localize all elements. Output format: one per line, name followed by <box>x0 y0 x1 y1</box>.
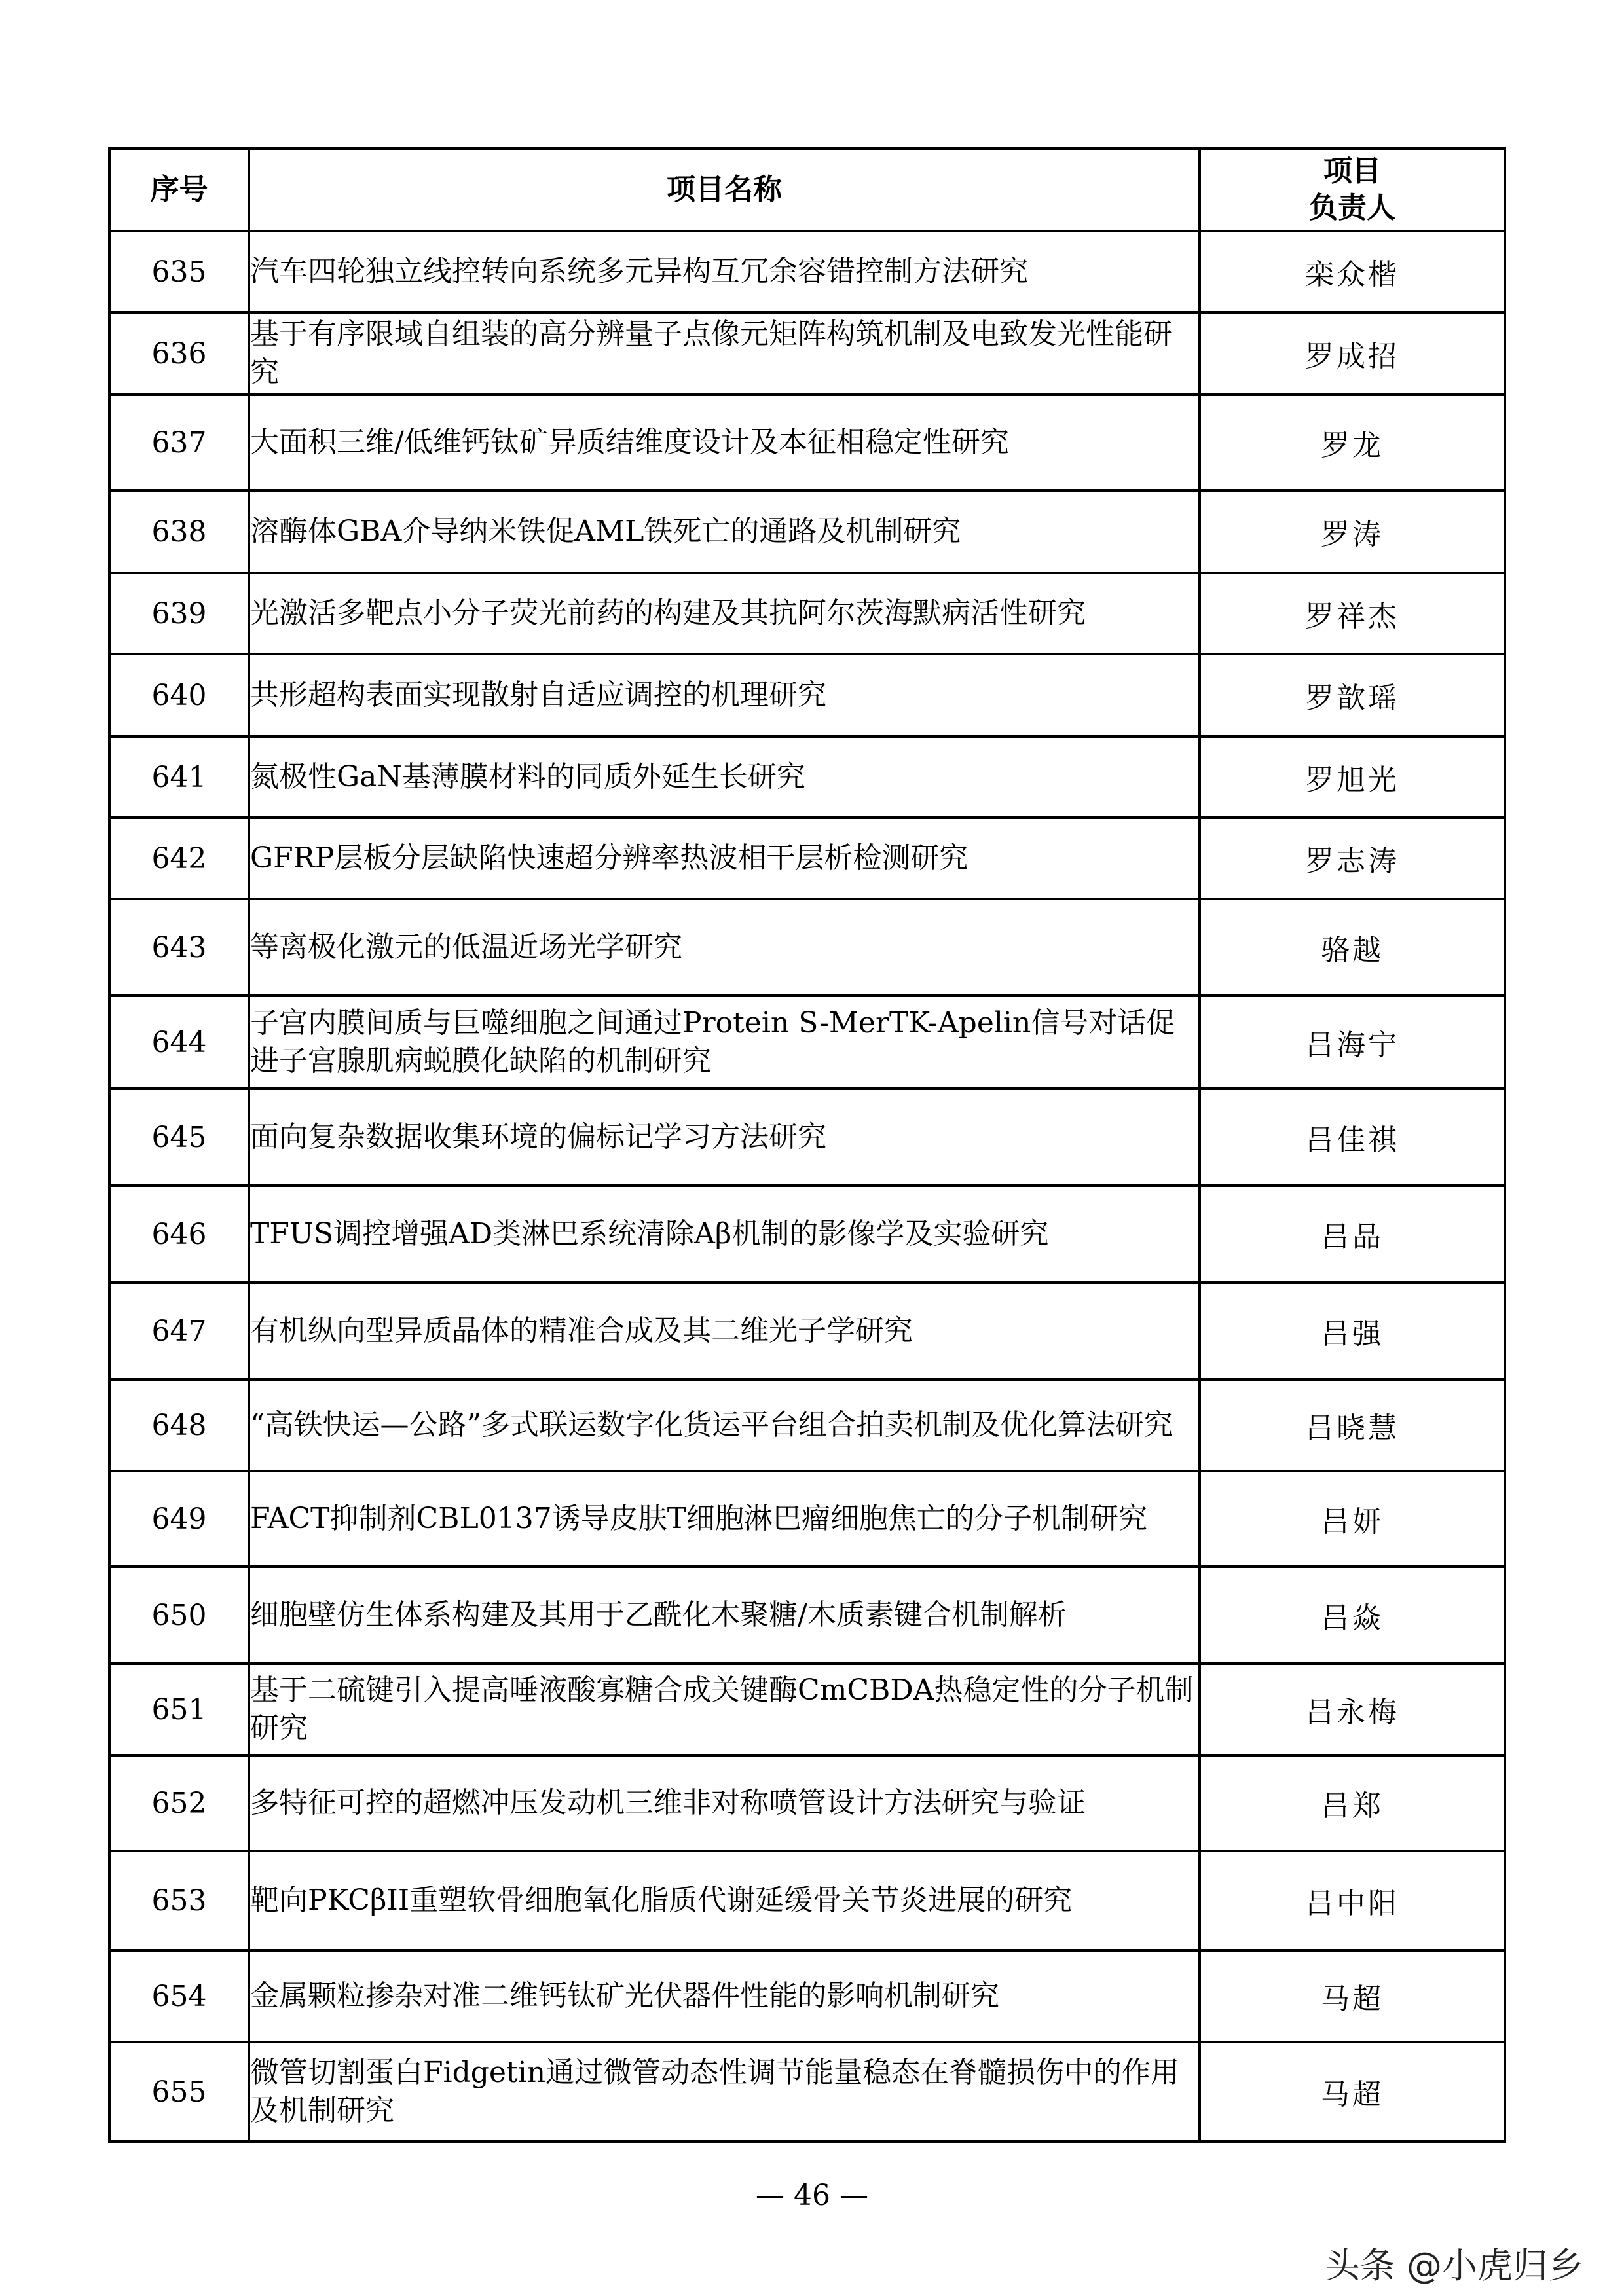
table-row <box>109 490 1505 573</box>
table-row <box>109 1089 1505 1186</box>
table-row <box>109 899 1505 996</box>
row-name: 子宫内膜间质与巨噬细胞之间通过Protein S-MerTK-Apelin信号对话促进子宫腺肌病蜕膜化缺陷的机制研究 <box>249 996 1200 1089</box>
row-no: 654 <box>109 1950 249 2042</box>
row-owner: 吕妍 <box>1200 1471 1505 1567</box>
row-no: 637 <box>109 395 249 490</box>
row-name: 金属颗粒掺杂对准二维钙钛矿光伏器件性能的影响机制研究 <box>249 1950 1200 2042</box>
table-row <box>109 818 1505 899</box>
header-owner-line1: 项目 <box>1323 155 1381 188</box>
row-owner: 马超 <box>1200 2042 1505 2141</box>
row-owner: 吕郑 <box>1200 1755 1505 1851</box>
row-no: 640 <box>109 654 249 737</box>
row-name: 等离极化激元的低温近场光学研究 <box>249 899 1200 996</box>
row-owner: 栾众楷 <box>1200 231 1505 312</box>
row-no: 647 <box>109 1283 249 1379</box>
row-owner: 罗祥杰 <box>1200 573 1505 654</box>
row-name: 微管切割蛋白Fidgetin通过微管动态性调节能量稳态在脊髓损伤中的作用及机制研究 <box>249 2042 1200 2141</box>
row-no: 651 <box>109 1664 249 1755</box>
row-owner: 罗旭光 <box>1200 737 1505 818</box>
row-no: 648 <box>109 1379 249 1471</box>
row-no: 638 <box>109 490 249 573</box>
table-row <box>109 1567 1505 1664</box>
row-name: 靶向PKCβII重塑软骨细胞氧化脂质代谢延缓骨关节炎进展的研究 <box>249 1851 1200 1950</box>
row-owner: 罗志涛 <box>1200 818 1505 899</box>
row-owner: 罗涛 <box>1200 490 1505 573</box>
project-table <box>108 147 1506 2143</box>
row-owner: 吕焱 <box>1200 1567 1505 1664</box>
table-row <box>109 1471 1505 1567</box>
header-owner-line2: 负责人 <box>1309 191 1395 225</box>
row-name: 基于二硫键引入提高唾液酸寡糖合成关键酶CmCBDA热稳定性的分子机制研究 <box>249 1664 1200 1755</box>
row-owner: 吕永梅 <box>1200 1664 1505 1755</box>
watermark: 头条 @小虎归乡 <box>1324 2245 1583 2286</box>
row-no: 641 <box>109 737 249 818</box>
header-no: 序号 <box>109 149 249 231</box>
row-no: 655 <box>109 2042 249 2141</box>
page-number: — 46 — <box>756 2179 868 2212</box>
row-no: 653 <box>109 1851 249 1950</box>
row-owner: 罗歆瑶 <box>1200 654 1505 737</box>
row-owner: 吕强 <box>1200 1283 1505 1379</box>
row-owner: 马超 <box>1200 1950 1505 2042</box>
table-row <box>109 395 1505 490</box>
row-owner: 罗成招 <box>1200 312 1505 395</box>
row-no: 642 <box>109 818 249 899</box>
row-owner: 吕晓慧 <box>1200 1379 1505 1471</box>
table-header-row <box>109 149 1505 231</box>
row-name: GFRP层板分层缺陷快速超分辨率热波相干层析检测研究 <box>249 818 1200 899</box>
row-owner: 吕品 <box>1200 1186 1505 1283</box>
row-name: 光激活多靶点小分子荧光前药的构建及其抗阿尔茨海默病活性研究 <box>249 573 1200 654</box>
table-row <box>109 1664 1505 1755</box>
row-name: 大面积三维/低维钙钛矿异质结维度设计及本征相稳定性研究 <box>249 395 1200 490</box>
row-name: TFUS调控增强AD类淋巴系统清除Aβ机制的影像学及实验研究 <box>249 1186 1200 1283</box>
row-name: 有机纵向型异质晶体的精准合成及其二维光子学研究 <box>249 1283 1200 1379</box>
row-owner: 吕佳祺 <box>1200 1089 1505 1186</box>
table-row <box>109 996 1505 1089</box>
row-no: 645 <box>109 1089 249 1186</box>
row-name: 面向复杂数据收集环境的偏标记学习方法研究 <box>249 1089 1200 1186</box>
table-row <box>109 654 1505 737</box>
table-row <box>109 1851 1505 1950</box>
row-owner: 吕中阳 <box>1200 1851 1505 1950</box>
table-row <box>109 573 1505 654</box>
row-no: 643 <box>109 899 249 996</box>
row-owner: 骆越 <box>1200 899 1505 996</box>
table-row <box>109 737 1505 818</box>
row-name: 基于有序限域自组装的高分辨量子点像元矩阵构筑机制及电致发光性能研究 <box>249 312 1200 395</box>
table-row <box>109 312 1505 395</box>
row-name: 氮极性GaN基薄膜材料的同质外延生长研究 <box>249 737 1200 818</box>
row-no: 636 <box>109 312 249 395</box>
row-no: 635 <box>109 231 249 312</box>
header-name: 项目名称 <box>249 149 1200 231</box>
row-no: 652 <box>109 1755 249 1851</box>
row-owner: 罗龙 <box>1200 395 1505 490</box>
table-row <box>109 231 1505 312</box>
table-row <box>109 1186 1505 1283</box>
row-name: 共形超构表面实现散射自适应调控的机理研究 <box>249 654 1200 737</box>
row-name: 细胞壁仿生体系构建及其用于乙酰化木聚糖/木质素键合机制解析 <box>249 1567 1200 1664</box>
row-name: FACT抑制剂CBL0137诱导皮肤T细胞淋巴瘤细胞焦亡的分子机制研究 <box>249 1471 1200 1567</box>
table-row <box>109 1283 1505 1379</box>
row-no: 644 <box>109 996 249 1089</box>
row-no: 646 <box>109 1186 249 1283</box>
row-name: 汽车四轮独立线控转向系统多元异构互冗余容错控制方法研究 <box>249 231 1200 312</box>
header-owner <box>1200 149 1505 231</box>
table-row <box>109 2042 1505 2141</box>
row-no: 639 <box>109 573 249 654</box>
row-no: 649 <box>109 1471 249 1567</box>
table-row <box>109 1950 1505 2042</box>
table-row <box>109 1755 1505 1851</box>
table-row <box>109 1379 1505 1471</box>
row-name: 多特征可控的超燃冲压发动机三维非对称喷管设计方法研究与验证 <box>249 1755 1200 1851</box>
row-name: 溶酶体GBA介导纳米铁促AML铁死亡的通路及机制研究 <box>249 490 1200 573</box>
row-no: 650 <box>109 1567 249 1664</box>
row-owner: 吕海宁 <box>1200 996 1505 1089</box>
row-name: “高铁快运—公路”多式联运数字化货运平台组合拍卖机制及优化算法研究 <box>249 1379 1200 1471</box>
